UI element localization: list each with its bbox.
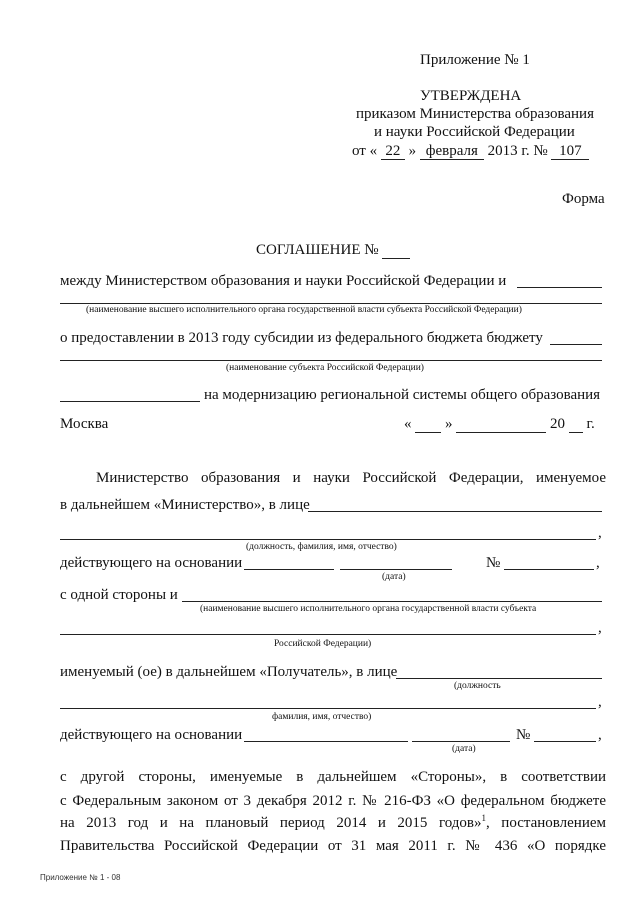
order-year: 2013 г. №	[487, 143, 548, 159]
subsidy-blank	[550, 344, 602, 345]
approved-label: УТВЕРЖДЕНА	[420, 88, 522, 104]
order-date-line	[352, 142, 589, 160]
authority-comma: ,	[598, 620, 602, 636]
date-open: «	[404, 416, 412, 432]
ministry-paragraph-text-1: Министерство образования и науки Российской Федерации, именуемое	[96, 470, 606, 486]
authority-blank-2	[60, 634, 596, 635]
purpose-line: на модернизацию региональной системы общего образования	[204, 387, 601, 403]
one-side-label: с одной стороны и	[60, 587, 178, 603]
purpose-blank	[60, 401, 200, 402]
parties-paragraph-line-4: Правительства Российской Федерации от 31 мая 2011 г. № 436 «О порядке	[60, 838, 606, 854]
ministry-representative-blank	[308, 511, 602, 512]
date-suffix: г.	[586, 416, 595, 432]
parties-paragraph-line-2: с Федеральным законом от 3 декабря 2012 г. № 216-ФЗ «О федеральном бюджете	[60, 793, 606, 809]
parties-paragraph-text-3a: на 2013 год и на плановый период 2014 и 2015 годов»	[60, 815, 482, 831]
date-prefix: от «	[352, 143, 378, 159]
authority-caption: (наименование высшего исполнительного органа государственной власти субъекта Российской Федерации)	[86, 305, 522, 315]
position-caption: (должность, фамилия, имя, отчество)	[246, 542, 397, 552]
ministry-paragraph-line-2: в дальнейшем «Министерство», в лице	[60, 497, 310, 513]
basis-number-blank-2	[534, 741, 596, 742]
basis-doc-blank-1	[244, 569, 334, 570]
basis-comma-2: ,	[598, 727, 602, 743]
date-close: »	[445, 416, 453, 432]
basis-date-blank-2	[412, 741, 510, 742]
order-month: февраля	[420, 144, 484, 160]
authority-caption-a: (наименование высшего исполнительного органа государственной власти субъекта	[200, 604, 537, 614]
subject-blank	[60, 360, 602, 361]
ministry-paragraph-line-1	[96, 469, 606, 487]
order-line-1: приказом Министерства образования	[356, 106, 594, 122]
name-caption: фамилия, имя, отчество)	[272, 712, 372, 722]
authority-blank	[60, 303, 602, 304]
year-blank	[569, 417, 583, 433]
basis-comma-1: ,	[596, 555, 600, 571]
basis-number-blank-1	[504, 569, 594, 570]
basis-line-1: действующего на основании	[60, 555, 243, 571]
day-blank	[415, 417, 441, 433]
recipient-name-blank	[60, 708, 596, 709]
authority-caption-b: Российской Федерации)	[274, 639, 372, 649]
parties-paragraph-line-1: с другой стороны, именуемые в дальнейшем «Стороны», в соответствии	[60, 769, 606, 785]
agreement-title-text: СОГЛАШЕНИЕ №	[256, 242, 379, 258]
order-day: 22	[381, 144, 405, 160]
position-blank	[60, 539, 596, 540]
number-sign-1: №	[486, 555, 501, 571]
position-comma: ,	[598, 525, 602, 541]
parties-paragraph-line-3	[60, 814, 606, 832]
one-side-blank	[182, 601, 602, 602]
basis-doc-blank-2	[244, 741, 408, 742]
footnote-marker: 1	[481, 813, 487, 823]
order-number: 107	[551, 144, 589, 160]
agreement-number-blank	[382, 243, 410, 259]
between-line: между Министерством образования и науки Российской Федерации и	[60, 273, 507, 289]
page-footer: Приложение № 1 - 08	[40, 873, 121, 882]
appendix-label: Приложение № 1	[420, 52, 530, 68]
date-caption-1: (дата)	[382, 572, 406, 582]
basis-line-2: действующего на основании	[60, 727, 243, 743]
agreement-date	[404, 415, 595, 433]
recipient-comma: ,	[598, 694, 602, 710]
form-label: Форма	[562, 191, 605, 207]
between-blank	[517, 287, 602, 288]
order-line-2: и науки Российской Федерации	[374, 124, 575, 140]
date-year: 20	[550, 416, 565, 432]
date-mid: »	[408, 143, 417, 159]
month-blank	[456, 417, 546, 433]
agreement-title	[256, 241, 410, 259]
city-label: Москва	[60, 416, 109, 432]
number-sign-2: №	[516, 727, 531, 743]
date-caption-2: (дата)	[452, 744, 476, 754]
recipient-line: именуемый (ое) в дальнейшем «Получатель», в лице	[60, 664, 398, 680]
subsidy-line: о предоставлении в 2013 году субсидии из федерального бюджета бюджету	[60, 330, 543, 346]
recipient-blank	[396, 678, 602, 679]
parties-paragraph-text-3b: , постановлением	[486, 815, 607, 831]
subject-caption: (наименование субъекта Российской Федерации)	[226, 363, 424, 373]
basis-date-blank-1	[340, 569, 452, 570]
position-short-caption: (должность	[454, 681, 501, 691]
